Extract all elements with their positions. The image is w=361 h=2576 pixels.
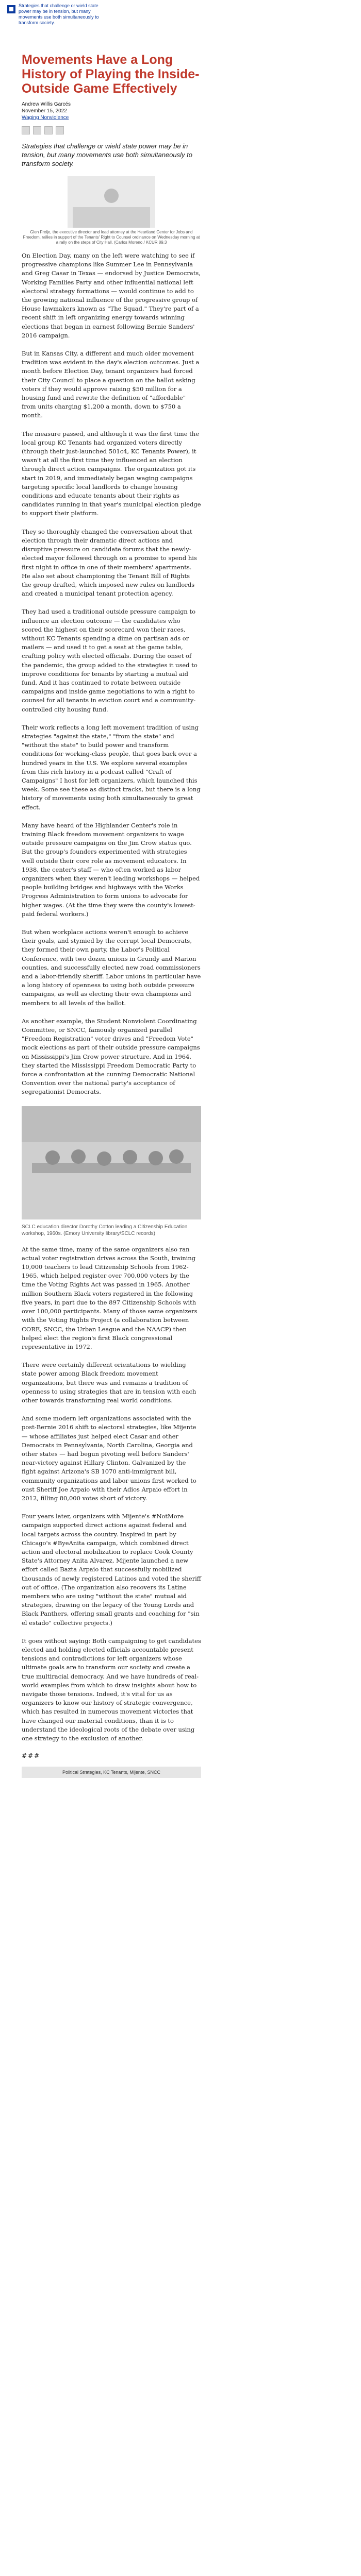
paragraph: As another example, the Student Nonviolent Coordinating Committee, or SNCC, famously organized parallel "Freedom Registration" voter drives and "Freedom Vote" mock elections as part of their outside pressure campaigns on Mississippi's Jim Crow power structure. And in 1964, they started the Mississippi Freedom Democratic Party to force a confrontation at the cunning Democratic National Convention over the national party's acceptance of segregationist Democrats. (22, 1017, 200, 1096)
paragraph: At the same time, many of the same organizers also ran actual voter registration drives across the South, training 10,000 teachers to lead Citizenship Schools from 1962-1965, which helped register over 700,000 voters by the time the Voting Rights Act was passed in 1965. Another million Southern Black voters registered in the following five years, in part due to the 897 Citizenship Schools with over 100,000 participants. Many of those same organizers with the Voting Rights Project (a collaboration between CORE, SNCC, the Urban League and the NAACP) then helped elect the region's first Black congressional representative in 1972. (22, 1245, 198, 1350)
email-icon[interactable] (44, 126, 53, 134)
print-icon[interactable] (56, 126, 64, 134)
paragraph: They so thoroughly changed the conversation about that election through their dramatic direct actions and disruptive pressure on candidate forums that the newly-elected mayor followed through on a promise to spend his first night in office in one of their members' apartments. He also set about championing the Tenant Bill of Rights the group drafted, which imposed new rules on landlords and created a municipal tenant protection agency. (22, 528, 197, 598)
paragraph: Many have heard of the Highlander Center's role in training Black freedom movement organizers to wage outside pressure campaigns on the Jim Crow status quo. But the group's founders experimented with strategies well outside their core role as movement educators. In 1938, the center's staff — who often worked as labor organizers when they weren't leading workshops — helped people building bridges and highways with the Works Progress Administration to form unions to advocate for higher wages. (At the time they were the county's lowest-paid federal workers.) (22, 821, 200, 918)
share-icons (22, 126, 201, 134)
site-logo-icon[interactable] (6, 4, 17, 14)
preheader-blurb[interactable]: Strategies that challenge or wield state power may be in tension, but many movements use both simultaneously to transform society. (19, 3, 99, 25)
paragraph: The measure passed, and although it was the first time the local group KC Tenants had organized voters directly (through their just-launched 501c4, KC Tenants Power), it wasn't at all the first time they influenced an election through direct action campaigns. The organization got its start in 2019, and immediately began waging campaigns targeting specific local landlords to change housing conditions and educate tenants about their rights as candidates running in that year's municipal election pledge to support their platform. (22, 430, 201, 517)
top-bar (0, 0, 361, 47)
paragraph: There were certainly different orientations to wielding state power among Black freedom movement organizations, but there was and remains a tradition of openness to using strategies that are in tension with each other towards transforming real world conditions. (22, 1361, 196, 1404)
paragraph: Four years later, organizers with Mijente's #NotMore campaign supported direct actions against federal and local targets across the country. Inspired in part by Chicago's #ByeAnita campaign, which combined direct action and electoral mobilization to replace Cook County State's Attorney Anita Alvarez, Mijente launched a new effort called Bazta Arpaio that successfully mobilized thousands of newly registered Latinos and voted the sheriff out of office. (The organization also recovers its Latine members who are using "without the state" mutual aid strategies, drawing on the legacy of the Young Lords and Black Panthers, offering small grants and coaching for "sin el estado" collective projects.) (22, 1513, 201, 1626)
paragraph: But when workplace actions weren't enough to achieve their goals, and stymied by the corrupt local Democrats, they formed their own party, the Labor's Political Conference, with two dozen unions in Grundy and Marion counties, and successfully elected new road commissioners and a labor-friendly sheriff. Labor unions in particular have a long history of openness to using both outside pressure campaigns, as well as electing their own champions and members to all levels of the ballot. (22, 928, 201, 1007)
end-mark: ### (22, 1752, 41, 1760)
facebook-icon[interactable] (22, 126, 30, 134)
paragraph: And some modern left organizations associated with the post-Bernie 2016 shift to electoral strategies, like Mijente — whose affiliates just helped elect Casar and other Democrats in Pennsylvania, North Carolina, Georgia and other states — had begun pivoting well before Sanders' near-victory against Hillary Clinton. Galvanized by the fight against Arizona's SB 1070 anti-immigrant bill, community organizations and labor unions first worked to oust Sheriff Joe Arpaio with their Adios Arpaio effort in 2012, filling 80,000 votes short of victory. (22, 1415, 196, 1502)
paragraph: Their work reflects a long left movement tradition of using strategies "against the state," "from the state" and "without the state" to build power and transform conditions for working-class people, that goes back over a hundred years in the U.S. We explore several examples from this rich history in a podcast called "Craft of Campaigns" I host for left organizers, which launched this week. Some see these as distinct tracks, but there is a long history of movements using both simultaneously to great effect. (22, 723, 201, 811)
author: Andrew Willis Garcés (22, 101, 71, 107)
paragraph: They had used a traditional outside pressure campaign to influence an election outcome — the candidates who scored the highest on their scorecard won their races, without KC Tenants spending a dime on partisan ads or mailers — and used it to get a seat at the game table, crafting policy with elected officials. During the onset of the pandemic, the group added to the strategies it used to improve conditions for tenants by starting a mutual aid fund. And it has continued to rotate between outside campaigns and inside game negotiations to win a right to counsel for all tenants in eviction court and a community-controlled city housing fund. (22, 608, 198, 713)
article-dek: Strategies that challenge or wield state power may be in tension, but many movements use both simultaneously to transform society. (22, 142, 192, 167)
workshop-photo (22, 1106, 201, 1219)
section-link[interactable]: Waging Nonviolence (22, 115, 69, 121)
article-headline[interactable]: Movements Have a Long History of Playing the Inside-Outside Game Effectively (22, 53, 200, 96)
lead-photo (68, 176, 155, 228)
lead-photo-caption: Glen Freije, the executive director and lead attorney at the Heartland Center for Jobs and Freedom, rallies in support of the Tenants' Right to Counsel ordinance on Wednesday morning at a rally on the steps of City Hall. (Carlos Moreno / KCUR 89.3 (23, 230, 200, 245)
twitter-icon[interactable] (33, 126, 41, 134)
tags-bar[interactable]: Political Strategies, KC Tenants, Mijente, SNCC (22, 1767, 201, 1778)
workshop-photo-caption: SCLC education director Dorothy Cotton leading a Citizenship Education workshop, 1960s. (Emory University library/SCLC records) (22, 1224, 188, 1236)
paragraph: It goes without saying: Both campaigning to get candidates elected and holding elected officials accountable present tensions and contradictions for left organizers whose ultimate goals are to transform our society and create a true multiracial democracy. And we have hundreds of real-world examples from which to draw insights about how to navigate those tensions. Indeed, it's vital for us as organizers to know our history of strategic convergence, which has resulted in numerous movement victories that have changed our material conditions, than it is to understand the ideological roots of the debate over using one strategy to the exclusion of another. (22, 1637, 201, 1742)
article (22, 53, 201, 1778)
paragraph: On Election Day, many on the left were watching to see if progressive champions like Summer Lee in Pennsylvania and Greg Casar in Texas — endorsed by Justice Democrats, Working Families Party and other influential national left electoral strategy formations — would continue to add to the growing national influence of the progressive group of House lawmakers known as "The Squad." They're part of a recent shift in left organizing energy towards winning elections that began in earnest following Bernie Sanders' 2016 campaign. (22, 252, 201, 339)
paragraph: But in Kansas City, a different and much older movement tradition was evident in the day's election outcomes. Just a month before Election Day, tenant organizers had forced their City Council to place a question on the ballot asking voters if they would approve raising $50 million for a housing fund and rewrite the definition of "affordable" from units charging $1,200 a month, down to $750 a month. (22, 350, 200, 419)
publish-date: November 15, 2022 (22, 108, 67, 114)
